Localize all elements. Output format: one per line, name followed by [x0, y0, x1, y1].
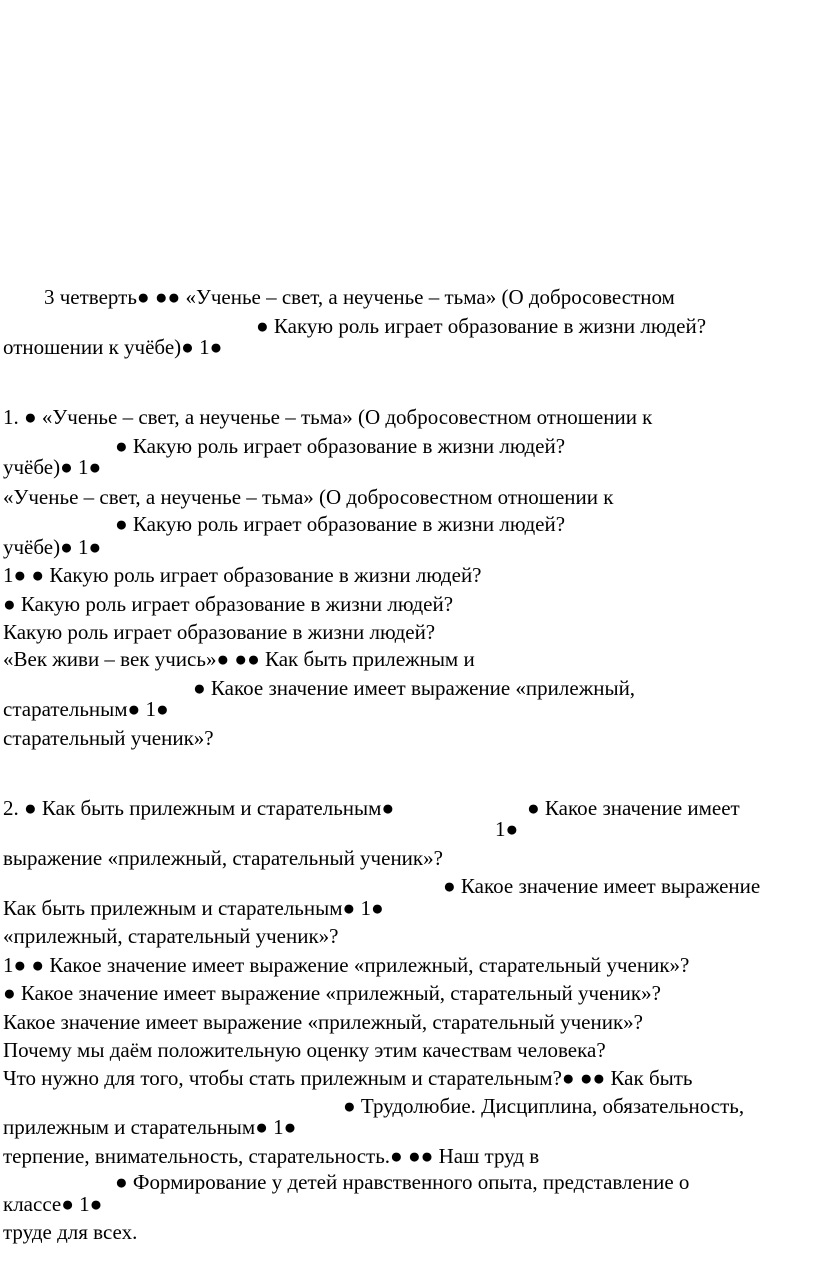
- text-line: ● Какое значение имеет выражение: [443, 874, 761, 898]
- text-line: 1●: [495, 817, 519, 841]
- text-line: классе● 1●: [3, 1192, 103, 1216]
- text-line: ● Какое значение имеет выражение «прилежный, старательный ученик»?: [3, 981, 661, 1005]
- text-line: 1. ● «Ученье – свет, а неученье – тьма» (О добросовестном отношении к: [3, 405, 653, 429]
- text-line: ● Какое значение имеет выражение «прилежный,: [193, 676, 636, 700]
- text-line: ● Какую роль играет образование в жизни людей?: [115, 512, 566, 536]
- text-line: Какое значение имеет выражение «прилежный, старательный ученик»?: [3, 1010, 643, 1034]
- text-line: ● Какую роль играет образование в жизни людей?: [256, 314, 707, 338]
- text-line: учёбе)● 1●: [3, 535, 102, 559]
- text-line: 2. ● Как быть прилежным и старательным●: [3, 796, 395, 820]
- text-line: труде для всех.: [3, 1220, 138, 1244]
- text-line: 3 четверть● ●● «Ученье – свет, а неученье – тьма» (О добросовестном: [44, 285, 675, 309]
- text-line: Какую роль играет образование в жизни людей?: [3, 620, 436, 644]
- text-line: ● Какую роль играет образование в жизни людей?: [115, 434, 566, 458]
- text-line: ● Формирование у детей нравственного опыта, представление о: [115, 1170, 690, 1194]
- text-line: прилежным и старательным● 1●: [3, 1115, 297, 1139]
- text-line: 1● ● Какую роль играет образование в жизни людей?: [3, 563, 482, 587]
- text-line: ● Какое значение имеет: [527, 796, 740, 820]
- text-line: учёбе)● 1●: [3, 455, 102, 479]
- text-line: «Ученье – свет, а неученье – тьма» (О добросовестном отношении к: [3, 485, 614, 509]
- text-line: ● Какую роль играет образование в жизни людей?: [3, 592, 454, 616]
- text-line: Почему мы даём положительную оценку этим качествам человека?: [3, 1038, 606, 1062]
- text-line: отношении к учёбе)● 1●: [3, 335, 223, 359]
- text-line: старательным● 1●: [3, 697, 169, 721]
- text-line: ● Трудолюбие. Дисциплина, обязательность,: [343, 1094, 745, 1118]
- text-line: 1● ● Какое значение имеет выражение «прилежный, старательный ученик»?: [3, 953, 690, 977]
- text-line: терпение, внимательность, старательность.● ●● Наш труд в: [3, 1144, 540, 1168]
- text-line: выражение «прилежный, старательный ученик»?: [3, 846, 443, 870]
- text-line: «прилежный, старательный ученик»?: [3, 924, 339, 948]
- text-line: старательный ученик»?: [3, 726, 214, 750]
- text-line: «Век живи – век учись»● ●● Как быть прилежным и: [3, 647, 475, 671]
- text-line: Как быть прилежным и старательным● 1●: [3, 896, 384, 920]
- text-line: Что нужно для того, чтобы стать прилежным и старательным?● ●● Как быть: [3, 1066, 693, 1090]
